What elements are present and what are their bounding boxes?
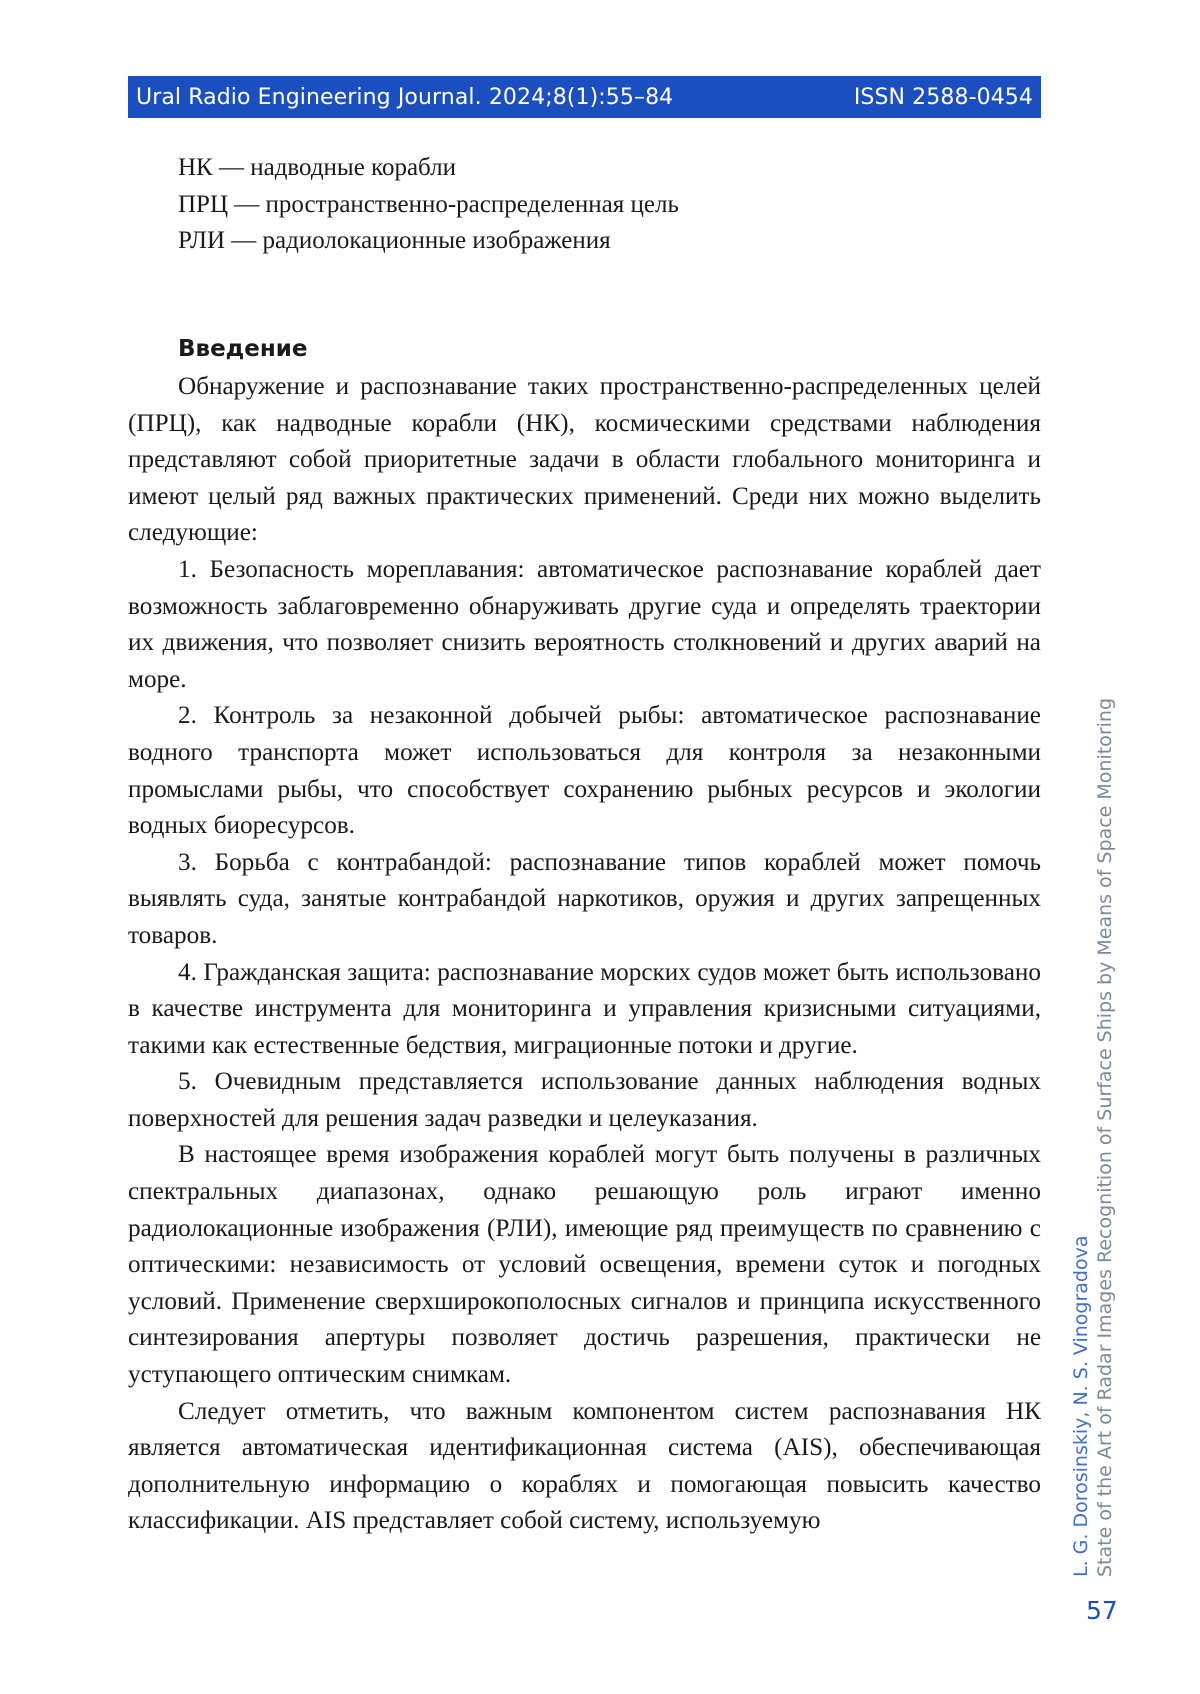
- section-heading: Введение: [178, 336, 308, 362]
- list-item-civil-defense: 4. Гражданская защита: распознавание морских судов может быть использовано в качестве инструмента для мониторинга и управления кризисными ситуациями, такими как естественные бедствия, миграционные потоки и другие.: [128, 958, 1041, 1059]
- sidebar-authors: L. G. Dorosinskiy, N. S. Vinogradova: [1070, 1235, 1092, 1577]
- journal-citation: Ural Radio Engineering Journal. 2024;8(1):55–84: [136, 84, 674, 110]
- abbreviation-item: ПРЦ — пространственно-распределенная цель: [178, 190, 679, 218]
- list-item-reconnaissance: 5. Очевидным представляется использование данных наблюдения водных поверхностей для решения задач разведки и целеуказания.: [128, 1068, 1041, 1132]
- abbreviation-list: [178, 150, 679, 260]
- list-item-navigation-safety: 1. Безопасность мореплавания: автоматическое распознавание кораблей дает возможность заблаговременно обнаруживать другие суда и определять траектории их движения, что позволяет снизить вероятность столкновений и других аварий на море.: [128, 555, 1041, 693]
- list-item-fishing-control: 2. Контроль за незаконной добычей рыбы: автоматическое распознавание водного транспорта может использоваться для контроля за незаконными промыслами рыбы, что способствует сохранению рыбных ресурсов и экологии водных биоресурсов.: [128, 702, 1041, 840]
- sidebar-running-title: [1069, 698, 1117, 1577]
- section-body: [128, 369, 1041, 1540]
- page-number: 57: [1086, 1596, 1118, 1625]
- list-item-contraband: 3. Борьба с контрабандой: распознавание типов кораблей может помочь выявлять суда, занятые контрабандой наркотиков, оружия и других запрещенных товаров.: [128, 848, 1041, 949]
- sidebar-article-title: State of the Art of Radar Images Recognition of Surface Ships by Means of Space Monitoring: [1094, 697, 1116, 1577]
- body-paragraph: В настоящее время изображения кораблей могут быть получены в различных спектральных диапазонах, однако решающую роль играют именно радиолокационные изображения (РЛИ), имеющие ряд преимуществ по сравнению с оптическими: независимость от условий освещения, времени суток и погодных условий. Применение сверхширокополосных сигналов и принципа искусственного синтезирования апертуры позволяет достичь разрешения, практически не уступающего оптическим снимкам.: [128, 1141, 1041, 1389]
- journal-header-bar: [128, 76, 1041, 118]
- abbreviation-item: НК — надводные корабли: [178, 154, 457, 181]
- body-paragraph: Обнаружение и распознавание таких пространственно-распределенных целей (ПРЦ), как надводные корабли (НК), космическими средствами наблюдения представляют собой приоритетные задачи в области глобального мониторинга и имеют целый ряд важных практических применений. Среди них можно выделить следующие:: [128, 373, 1041, 547]
- abbreviation-item: РЛИ — радиолокационные изображения: [178, 227, 611, 254]
- body-paragraph: Следует отметить, что важным компонентом систем распознавания НК является автоматическая идентификационная система (AIS), обеспечивающая дополнительную информацию о кораблях и помогающая повысить качество классификации. AIS представляет собой систему, используемую: [128, 1397, 1041, 1535]
- journal-issn: ISSN 2588-0454: [853, 84, 1033, 110]
